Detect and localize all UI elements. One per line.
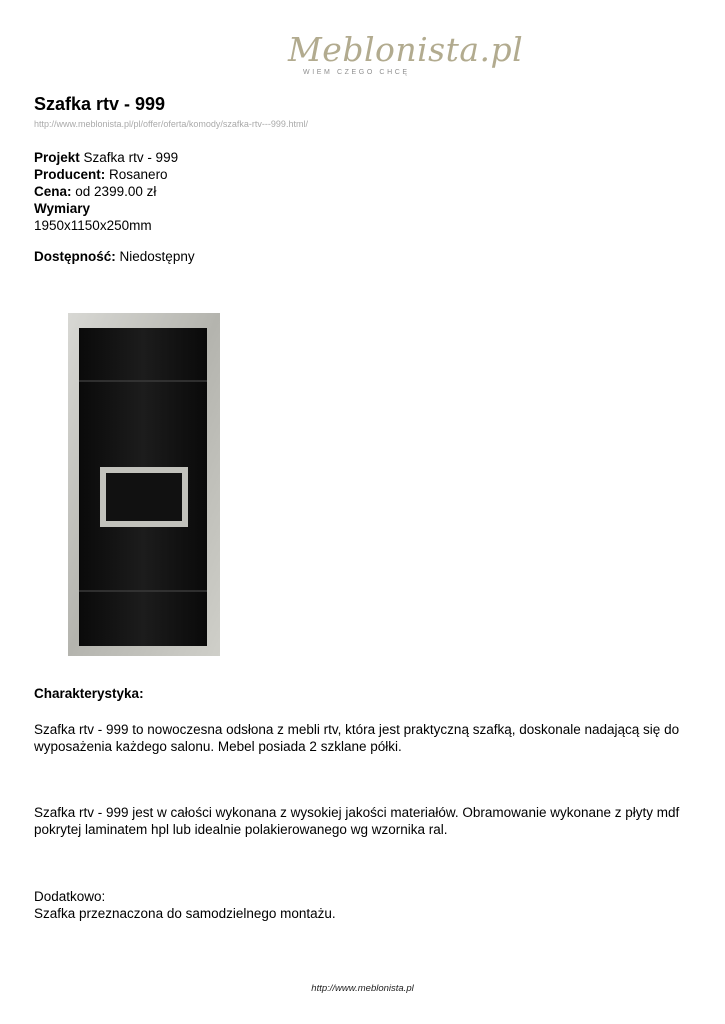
logo-wordmark: Meblonista.pl — [288, 30, 524, 69]
product-specs — [34, 149, 178, 234]
description-paragraph-3 — [34, 888, 694, 922]
description-heading: Charakterystyka: — [34, 686, 144, 701]
page-title: Szafka rtv - 999 — [34, 94, 166, 114]
description-extra-heading: Dodatkowo: — [34, 889, 106, 904]
spec-project — [34, 149, 178, 166]
spec-project-label: Projekt — [34, 150, 80, 165]
spec-availability-label: Dostępność: — [34, 249, 116, 264]
product-url[interactable]: http://www.meblonista.pl/pl/offer/oferta/komody/szafka-rtv---999.html/ — [34, 119, 308, 129]
tv-screen — [106, 473, 182, 521]
description-extra-text: Szafka przeznaczona do samodzielnego montażu. — [34, 906, 336, 921]
spec-producer — [34, 166, 178, 183]
description-paragraph-2: Szafka rtv - 999 jest w całości wykonana z wysokiej jakości materiałów. Obramowanie wykonane z płyty mdf pokrytej laminatem hpl lub idealnie polakierowanego wg wzornika ral. — [34, 805, 680, 837]
spec-price-label: Cena: — [34, 184, 72, 199]
spec-price — [34, 183, 178, 200]
spec-producer-label: Producent: — [34, 167, 106, 182]
spec-dimensions-value: 1950x1150x250mm — [34, 218, 152, 233]
product-image — [68, 313, 220, 656]
spec-dimensions — [34, 200, 178, 217]
spec-producer-value: Rosanero — [109, 167, 168, 182]
spec-dimensions-label: Wymiary — [34, 201, 91, 216]
footer-url[interactable]: http://www.meblonista.pl — [311, 983, 414, 994]
site-logo[interactable] — [288, 30, 524, 82]
spec-project-value: Szafka rtv - 999 — [83, 150, 179, 165]
spec-availability — [34, 249, 195, 264]
spec-availability-value: Niedostępny — [119, 249, 195, 264]
logo-tagline: WIEM CZEGO CHCĘ — [303, 69, 410, 76]
description-paragraph-1: Szafka rtv - 999 to nowoczesna odsłona z mebli rtv, która jest praktyczną szafką, doskonale nadającą się do wyposażenia każdego salonu. Mebel posiada 2 szklane półki. — [34, 722, 680, 754]
spec-price-value: od 2399.00 zł — [75, 184, 157, 199]
